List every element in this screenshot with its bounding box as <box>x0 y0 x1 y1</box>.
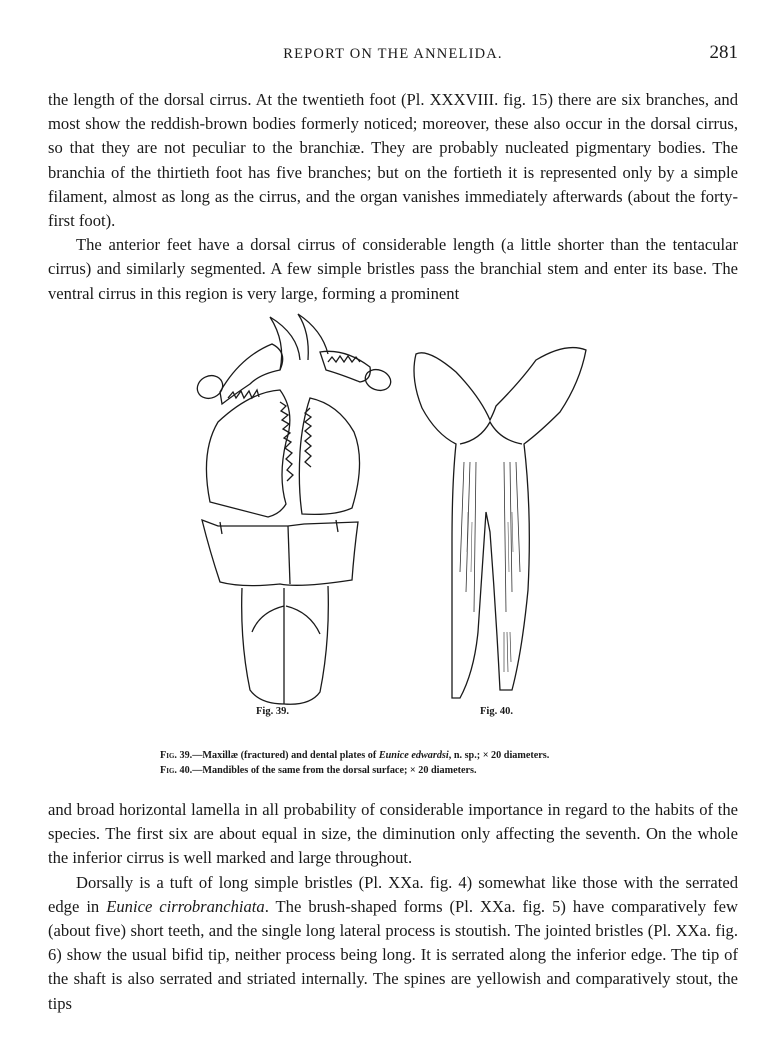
paragraph-4-part2: . The brush-shaped forms (Pl. XXa. fig. 5) have comparatively few (about five) short teeth, and the single long lateral process is stoutish. The jointed bristles (Pl. XXa. fig. 6) show the usual bifid tip, neither process being long. It is serrated along the inferior edge. The tip of the shaft is also serrated and striated internally. The spines are yellowish and comparatively stout, the tips <box>48 896 738 1013</box>
paragraph-4-species: Eunice cirrobranchiata <box>106 896 265 916</box>
fig40-label: Fig. 40. <box>480 706 513 717</box>
caption39-suffix: , n. sp.; × 20 diameters. <box>448 750 550 761</box>
paragraph-1: the length of the dorsal cirrus. At the twentieth foot (Pl. XXXVIII. fig. 15) there are six branches, and most show the reddish-brown bodies formerly noticed; moreover, these also occur in the dorsal cirrus, so that they are not peculiar to the branchiæ. They are probably nucleated pigmentary bodies. The branchia of the thirtieth foot has five branches; but on the fortieth it is represented only by a simple filament, almost as long as the cirrus, and the organ vanishes immediately afterwards (about the forty-first foot). <box>48 90 738 231</box>
figure-illustrations <box>160 312 630 712</box>
body-text-top <box>48 88 738 306</box>
paragraph-3: and broad horizontal lamella in all probability of considerable importance in regard to the habits of the species. The first six are about equal in size, the diminution only affecting the seventh. On the whole the inferior cirrus is well marked and large throughout. <box>48 800 738 868</box>
caption-fig40 <box>160 765 477 776</box>
caption39-species: Eunice edwardsi <box>378 750 449 761</box>
caption40-text: —Mandibles of the same from the dorsal surface; × 20 diameters. <box>192 765 477 776</box>
caption39-text: —Maxillæ (fractured) and dental plates of <box>192 750 377 761</box>
fig40-mandibles-drawing <box>414 348 586 698</box>
fig39-label: Fig. 39. <box>256 706 289 717</box>
caption40-prefix: Fig. 40. <box>160 765 193 776</box>
fig39-maxillae-drawing <box>194 314 394 704</box>
body-text-bottom <box>48 798 738 1016</box>
paragraph-2: The anterior feet have a dorsal cirrus of considerable length (a little shorter than the tentacular cirrus) and similarly segmented. A few simple bristles pass the branchial stem and enter its base. The ventral cirrus in this region is very large, forming a prominent <box>48 235 738 303</box>
figure-plate <box>160 312 630 717</box>
page-number: 281 <box>709 42 738 63</box>
running-header <box>48 42 738 66</box>
running-title: REPORT ON THE ANNELIDA. <box>283 46 503 62</box>
paragraph-4-part1: Dorsally is a tuft of long simple bristles (Pl. XXa. fig. 4) somewhat like those with the serrated edge in <box>48 872 738 916</box>
paragraph-4 <box>48 871 738 1016</box>
caption-fig39 <box>160 750 549 761</box>
caption39-prefix: Fig. 39. <box>160 750 193 761</box>
